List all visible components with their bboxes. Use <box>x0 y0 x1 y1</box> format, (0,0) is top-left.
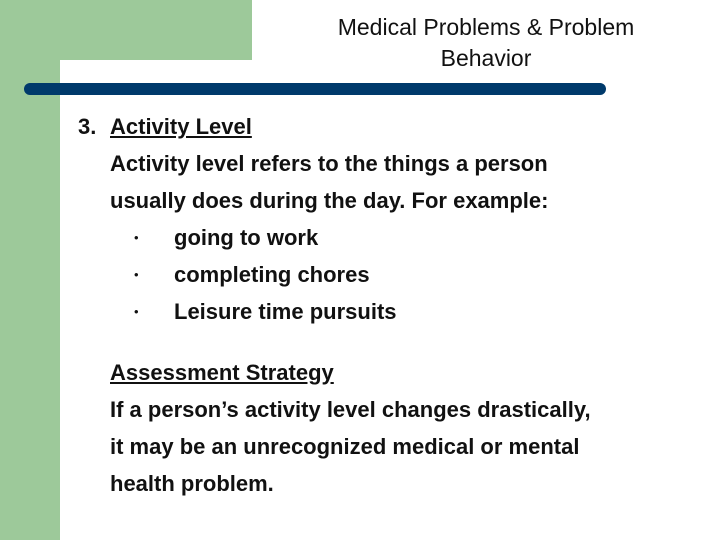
section-heading: Activity Level <box>110 114 252 139</box>
assessment-line-3: health problem. <box>110 471 274 496</box>
slide-body <box>78 108 708 502</box>
assessment-heading: Assessment Strategy <box>110 360 334 385</box>
list-item <box>78 293 708 330</box>
list-item <box>78 219 708 256</box>
title-line-2: Behavior <box>440 45 532 71</box>
green-header-band <box>0 0 252 60</box>
bullet-icon: • <box>134 267 139 282</box>
bullet-icon: • <box>134 230 139 245</box>
green-side-strip <box>0 60 60 540</box>
section-heading-row <box>78 108 708 145</box>
title-divider <box>24 83 606 95</box>
list-item-text: going to work <box>174 225 319 250</box>
slide-title <box>262 12 710 74</box>
spacer <box>78 330 708 354</box>
section-number: 3. <box>78 114 97 139</box>
intro-line-2: usually does during the day. For example: <box>110 188 549 213</box>
list-item-text: completing chores <box>174 262 370 287</box>
intro-line-1: Activity level refers to the things a person <box>110 151 548 176</box>
list-item <box>78 256 708 293</box>
assessment-line-1: If a person’s activity level changes drastically, <box>110 397 591 422</box>
assessment-line-2: it may be an unrecognized medical or mental <box>110 434 580 459</box>
bullet-icon: • <box>134 304 139 319</box>
title-line-1: Medical Problems & Problem <box>337 14 635 40</box>
list-item-text: Leisure time pursuits <box>174 299 397 324</box>
